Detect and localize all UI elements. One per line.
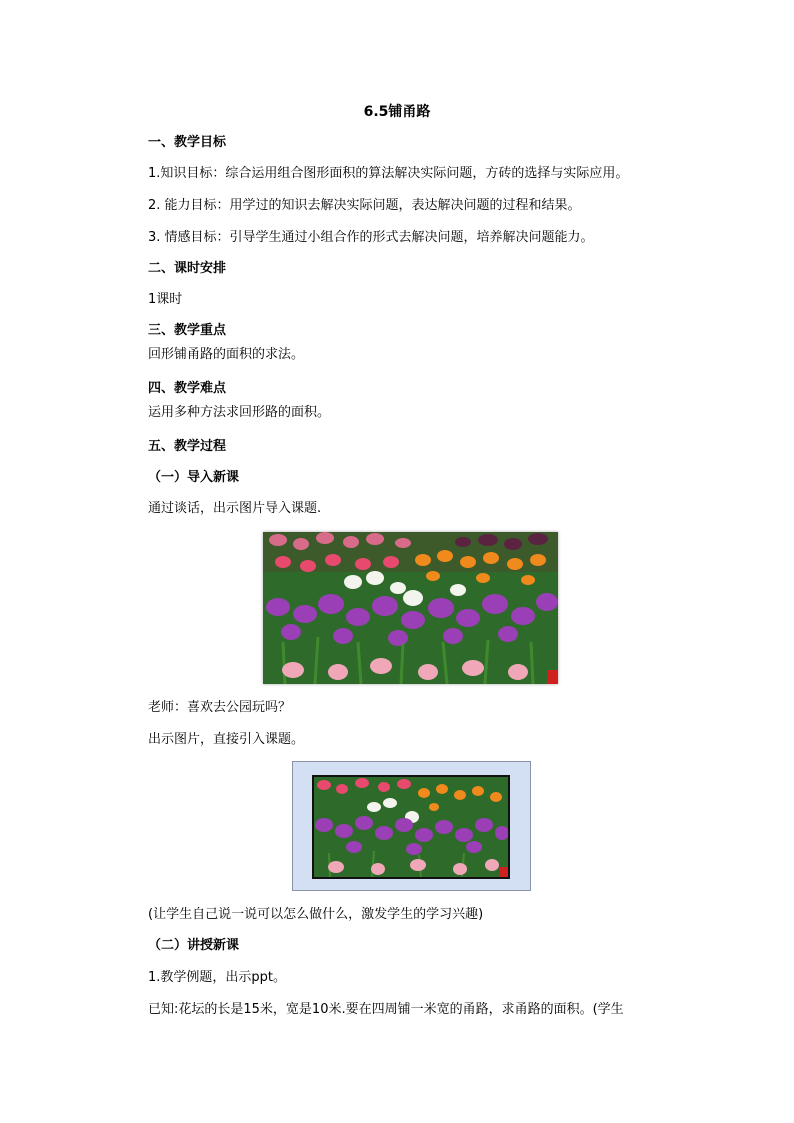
example-problem: 已知:花坛的长是15米，宽是10米.要在四周铺一米宽的甬路，求甬路的面积。(学生	[148, 1002, 624, 1017]
tulip-photo2-svg	[314, 777, 508, 877]
objective-ability: 2. 能力目标：用学过的知识去解决实际问题，表达解决问题的过程和结果。	[148, 198, 581, 213]
teacher-question: 老师：喜欢去公园玩吗？	[148, 700, 292, 715]
section-heading-schedule: 二、课时安排	[148, 261, 227, 276]
key-points-text: 回形铺甬路的面积的求法。	[148, 347, 305, 362]
tulip-field-photo	[263, 532, 558, 684]
student-activity-note: (让学生自己说一说可以怎么做什么，激发学生的学习兴趣)	[148, 907, 484, 922]
section-heading-difficulties: 四、教学难点	[148, 381, 227, 396]
section-heading-process: 五、教学过程	[148, 439, 227, 454]
subsection-new-lesson: （二）讲授新课	[148, 938, 240, 953]
objective-knowledge: 1.知识目标：综合运用组合图形面积的算法解决实际问题，方砖的选择与实际应用。	[148, 166, 629, 181]
objective-emotion: 3. 情感目标：引导学生通过小组合作的形式去解决问题，培养解决问题能力。	[148, 230, 594, 245]
difficulties-text: 运用多种方法求回形路的面积。	[148, 405, 331, 420]
intro-text: 通过谈话，出示图片导入课题.	[148, 501, 322, 516]
tulip-field-photo-frame	[292, 761, 531, 891]
section-heading-key-points: 三、教学重点	[148, 323, 227, 338]
tulip-photo-svg	[263, 532, 558, 684]
schedule-text: 1课时	[148, 292, 183, 307]
subsection-intro: （一）导入新课	[148, 470, 240, 485]
example-instruction: 1.教学例题，出示ppt。	[148, 970, 287, 985]
section-heading-objectives: 一、教学目标	[148, 135, 227, 150]
show-picture-text: 出示图片，直接引入课题。	[148, 732, 305, 747]
tulip-field-photo-framed	[312, 775, 510, 879]
page-title: 6.5铺甬路	[363, 104, 431, 120]
